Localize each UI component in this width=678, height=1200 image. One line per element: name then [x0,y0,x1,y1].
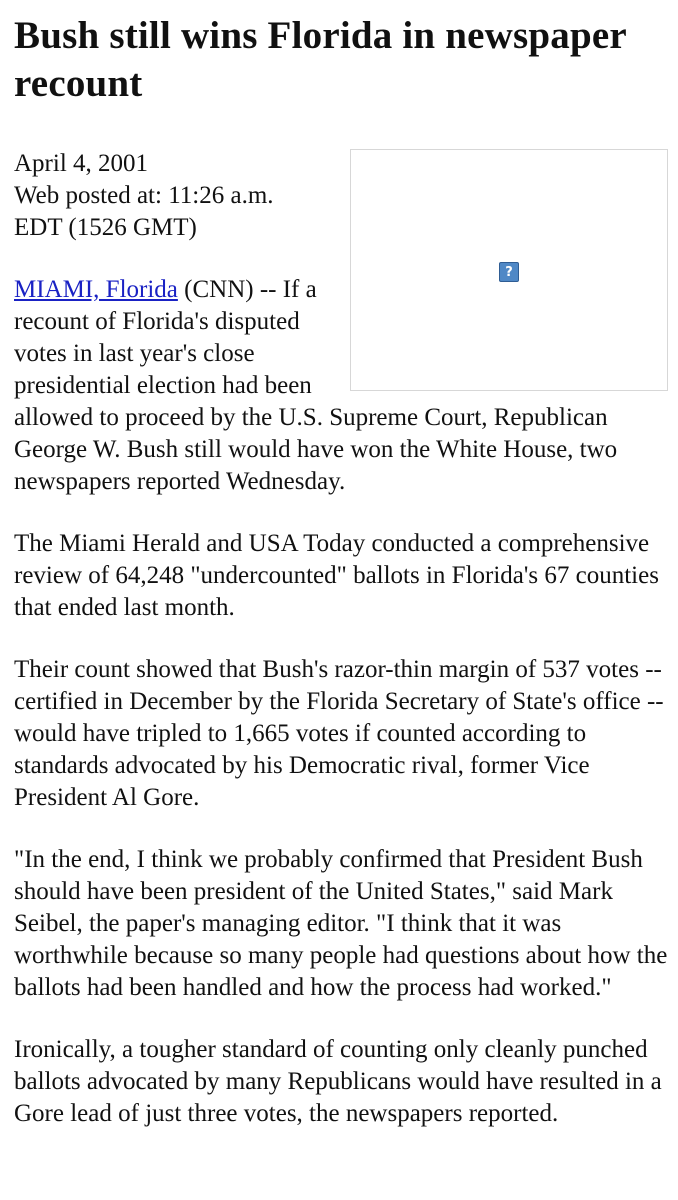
paragraph-5: Ironically, a tougher standard of counting only cleanly punched ballots advocated by many Republicans would have resulted in a Gore lead of just three votes, the newspapers reported. [14,1036,662,1127]
location-link[interactable]: MIAMI, Florida [14,276,178,303]
photo-placeholder [350,149,668,391]
article-page [14,12,674,1160]
article-content [14,148,674,1130]
broken-image-icon: ? [499,262,519,282]
posted-time-line-2: EDT (1526 GMT) [14,214,197,241]
paragraph-4: "In the end, I think we probably confirmed that President Bush should have been president of the United States," said Mark Seibel, the paper's managing editor. "I think that it was worthwhile because so many people had questions about how the ballots had been handled and how the process had worked." [14,846,668,1001]
lead-text: (CNN) -- If a recount of Florida's disputed votes in last year's close presidential election had been allowed to proceed by the U.S. Supreme Court, Republican George W. Bush still would have won the White House, two newspapers reported Wednesday. [14,276,618,495]
publish-date: April 4, 2001 [14,150,149,177]
headline: Bush still wins Florida in newspaper recount [14,14,627,105]
paragraph-3: Their count showed that Bush's razor-thin margin of 537 votes -- certified in December by the Florida Secretary of State's office -- would have tripled to 1,665 votes if counted according to standards advocated by his Democratic rival, former Vice President Al Gore. [14,656,664,811]
posted-time-line-1: Web posted at: 11:26 a.m. [14,182,274,209]
paragraph-2: The Miami Herald and USA Today conducted a comprehensive review of 64,248 "undercounted" ballots in Florida's 67 counties that ended last month. [14,530,659,621]
